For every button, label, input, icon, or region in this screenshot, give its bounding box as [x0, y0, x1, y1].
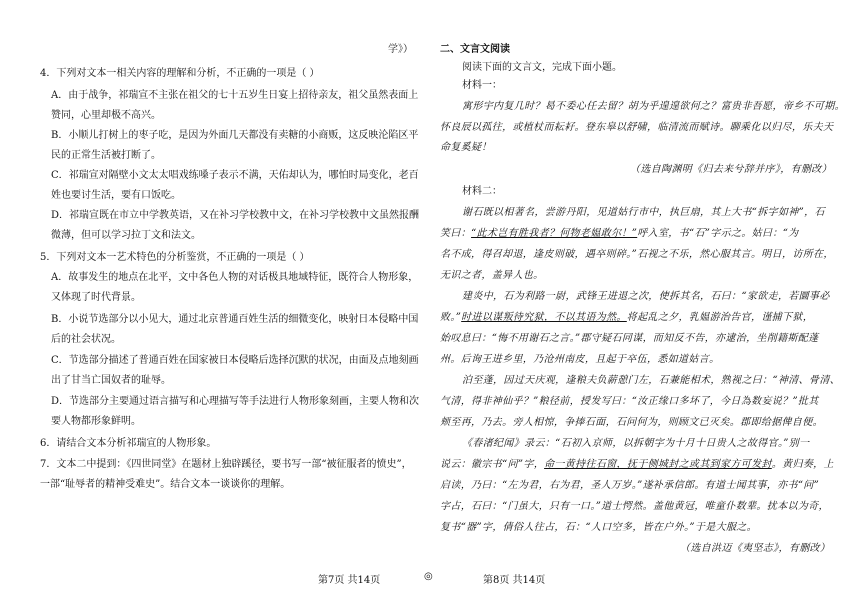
q5-option-d-line2: 要人物都形象鲜明。: [51, 416, 141, 427]
q4-option-a-line1: A．由于战争，祁瑞宣不主张在祖父的七十五岁生日宴上招待亲友，祖父虽然表面上: [51, 90, 419, 101]
material2-line3: 名不成，得召却退，逢皮则破，遇卒则碎。”石视之不乐，然心服其言。明日，访所在，: [440, 249, 834, 260]
q4-option-c-line2: 姓也要讨生活，要有口饭吃。: [51, 190, 181, 201]
material2-line6-start: 败。”: [440, 312, 462, 323]
material2-line12: 《春渚纪闻》录云：“石初入京师，以拆朝字为十月十日贵人之故得官。”别一: [462, 438, 810, 449]
material1-line3: 命复奚疑！: [440, 142, 492, 153]
material2-line2-end: 呼入室，书“石”字示之。姑曰：“为: [637, 228, 799, 239]
q4-option-a-line2: 赞同，心里却极不高兴。: [51, 110, 161, 121]
underlined-sentence-3: 命一黄持往石窗，抚于侧城封之或其到家方可发封: [544, 459, 772, 470]
q4-option-d-line2: 微薄，但可以学习拉丁文和法文。: [51, 230, 201, 241]
q5-option-b-line1: B．小说节选部分以小见大，通过北京普通百姓生活的细微变化，映射日本侵略中国: [51, 314, 419, 325]
material2-line16: 复书“器”字，倩俗人往占，石：“人口空多，皆在户外。”于是大服之。: [440, 522, 757, 533]
material2-line13-end: 。黄归奏，上: [771, 459, 834, 470]
material2-line2: [440, 228, 799, 240]
right-page-number: 第8页 共14页: [483, 575, 546, 586]
material2-line15: 字占，石曰：“门虽大，只有一口。”道士愕然。盖他黄冠，唯童仆数辈。扰本以为奇，: [440, 501, 829, 512]
previous-tail-text: 学》）: [388, 44, 413, 55]
material2-line2-start: 笑曰：: [440, 228, 472, 239]
material1-line2: 怀良辰以孤往，或植杖而耘耔。登东皋以舒啸，临清流而赋诗。聊乘化以归尽，乐夫天: [440, 122, 834, 133]
material2-line9: 泊至蓬，因过天庆观，逢粮夫负薪憩门左，石兼能相术，熟视之曰：“神清、骨清、: [462, 375, 841, 386]
center-mark: ◎: [424, 571, 433, 582]
q4-option-b-line1: B．小顺儿打树上的枣子吃，是因为外面几天都没有卖糖的小商贩，这反映沦陷区平: [51, 130, 419, 141]
q6-stem: 6．请结合文本分析祁瑞宣的人物形象。: [40, 438, 217, 449]
q5-option-d-line1: D．节选部分主要通过语言描写和心理描写等手法进行人物形象刻画，主要人物和次: [51, 396, 420, 407]
material2-line8: 州。后询王进乡里，乃沧州南皮，且起于卒伍，悉如道姑言。: [440, 354, 720, 365]
q4-option-b-line2: 民的正常生活被打断了。: [51, 150, 161, 161]
q5-option-a-line2: 又体现了时代背景。: [51, 292, 141, 303]
underlined-sentence-1: “此术岂有胜我者？何物老媪敢尔！”: [471, 228, 638, 239]
q4-option-d-line1: D．祁瑞宣既在市立中学教英语，又在补习学校教中文，在补习学校教中文虽然报酬: [51, 210, 420, 221]
q5-stem: 5．下列对文本一艺术特色的分析鉴赏，不正确的一项是（ ）: [40, 252, 310, 263]
q4-option-c-line1: C．祁瑞宣对隔壁小文太太唱戏练嗓子表示不满，天佑却认为，哪怕时局变化，老百: [51, 170, 419, 181]
material2-line4: 无识之者，盖异人也。: [440, 270, 544, 281]
q5-option-c-line1: C．节选部分描述了普通百姓在国家被日本侵略后选择沉默的状况，由面及点地刻画: [51, 355, 419, 366]
q5-option-a-line1: A．故事发生的地点在北平，文中各色人物的对话极具地域特征，既符合人物形象，: [51, 272, 419, 283]
material1-source: （选自陶渊明《归去来兮辞并序》，有删改）: [630, 164, 832, 175]
material2-source: （选自洪迈《夷坚志》，有删改）: [680, 543, 831, 554]
q7-stem-line1: 7．文本二中提到：《四世同堂》在题材上独辟蹊径，要书写一部“被征服者的愤史”，: [40, 459, 412, 470]
material1-line1: 寓形宇内复几时？曷不委心任去留？胡为乎遑遑欲何之？富贵非吾愿，帝乡不可期。: [462, 101, 845, 112]
material2-line1: 谢石既以相著名，尝游丹阳，见道姑行市中，执巨扇，其上大书“拆字如神”，石: [462, 207, 825, 218]
q5-option-c-line2: 出了甘当亡国奴者的耻辱。: [51, 375, 171, 386]
material2-line6-end: 将起乱之夕，乳媪游治告官，谨捕下狱，: [626, 312, 814, 323]
underlined-sentence-2: 时进以谋叛待究狱，不以其语为然。: [461, 312, 627, 323]
material2-line5: 建炎中，石为利路一尉，武锋王进退之次，使拆其名，石曰：“家欲走，若圜事必: [462, 291, 830, 302]
material2-title: 材料二：: [462, 186, 502, 197]
material2-line14: 启读，乃曰：“左为君，右为君，圣人万岁。”遂补承信郎。有道士闻其事，亦书“问”: [440, 480, 820, 491]
material2-line6: [440, 312, 813, 324]
material2-line13-start: 说云：徽宗书“问”字，: [440, 459, 545, 470]
material2-line11: 颊至再，乃去。旁人相惊，争捧石面，石问何为，则顾文已灭矣。郡即给据俾自便。: [440, 417, 823, 428]
section-heading: 二、文言文阅读: [440, 44, 510, 55]
q7-stem-line2: 一部“耻辱者的精神受难史”。结合文本一谈谈你的理解。: [40, 479, 291, 490]
q4-stem: 4．下列对文本一相关内容的理解和分析，不正确的一项是（ ）: [40, 68, 320, 79]
material1-title: 材料一：: [462, 80, 502, 91]
material2-line13: [440, 459, 834, 471]
material2-line10: 气清，得非神仙乎？”粮径前，授发写曰：“汝正缘口多坏了，今日為数妄说？”批其: [440, 396, 819, 407]
material2-line7: 始叹息曰：“悔不用谢石之言。”郡守疑石同谋，而知反不告，亦逮治，坐削籍斯配蓬: [440, 333, 819, 344]
left-page-number: 第7页 共14页: [318, 575, 381, 586]
q5-option-b-line2: 后的社会状况。: [51, 334, 121, 345]
section-intro: 阅读下面的文言文，完成下面小题。: [462, 62, 622, 73]
